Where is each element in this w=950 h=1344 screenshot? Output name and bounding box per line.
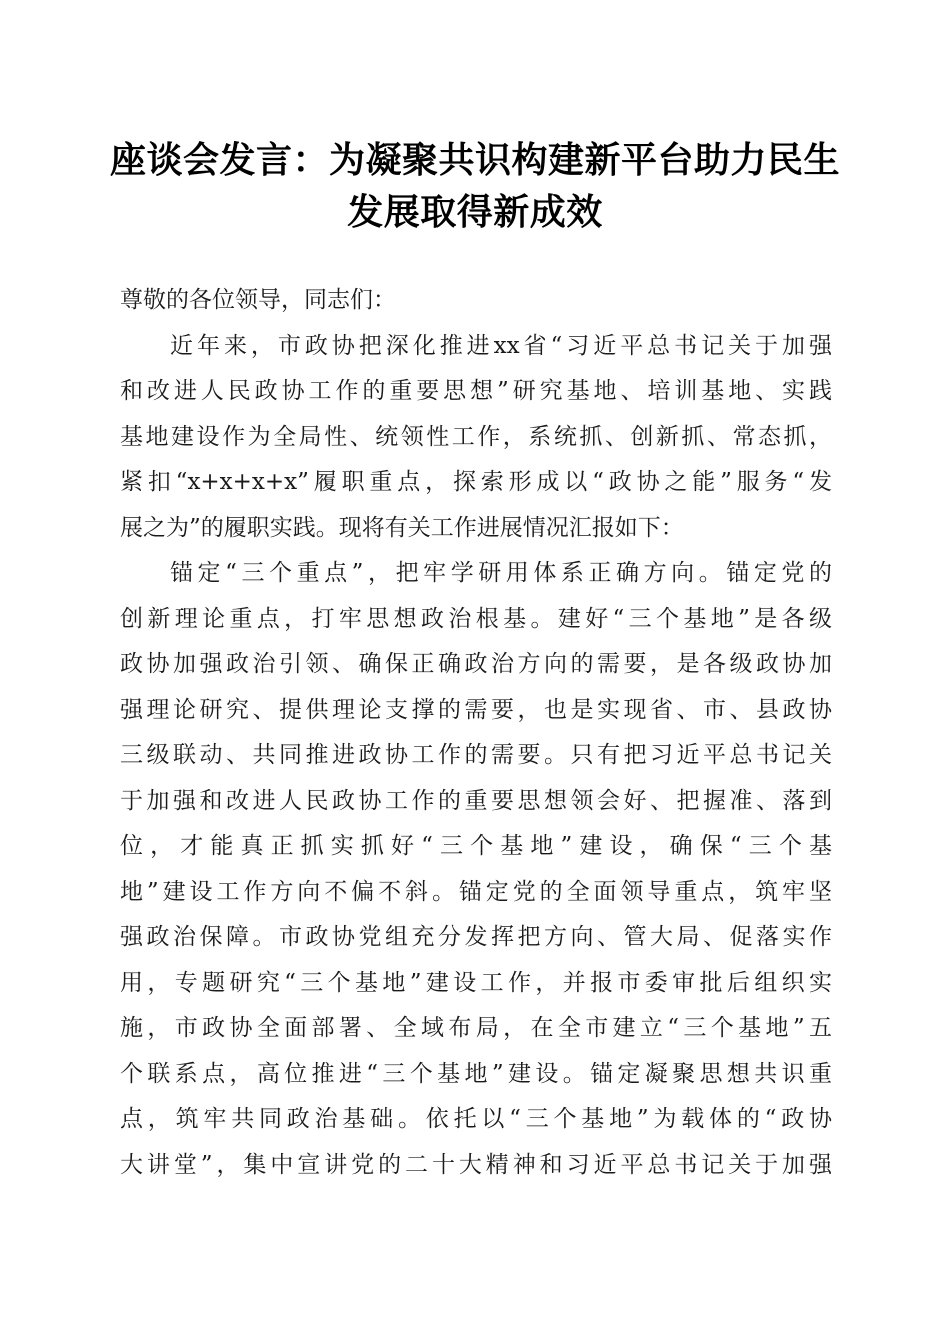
paragraph-line: 和改进人民政协工作的重要思想”研究基地、培训基地、实践 [120, 378, 832, 404]
paragraph-line: 用，专题研究“三个基地”建设工作，并报市委审批后组织实 [120, 969, 832, 996]
paragraph-line: 紧扣“x+x+x+x”履职重点，探索形成以“政协之能”服务“发 [120, 469, 832, 495]
salutation: 尊敬的各位领导，同志们： [120, 287, 396, 313]
paragraph-line: 位，才能真正抓实抓好“三个基地”建设，确保“三个基 [120, 833, 832, 859]
paragraph-line: 锚定“三个重点”，把牢学研用体系正确方向。锚定党的 [170, 560, 832, 586]
document-body [120, 278, 832, 1188]
document-title [100, 134, 850, 238]
paragraph-line: 点，筑牢共同政治基础。依托以“三个基地”为载体的“政协 [120, 1106, 832, 1132]
paragraph-three-focus [120, 551, 832, 1188]
paragraph-line: 施，市政协全面部署、全域布局，在全市建立“三个基地”五 [120, 1015, 832, 1041]
paragraph-line: 近年来，市政协把深化推进xx省“习近平总书记关于加强 [170, 332, 832, 359]
paragraph-line: 展之为”的履职实践。现将有关工作进展情况汇报如下： [120, 514, 684, 541]
title-line-2: 发展取得新成效 [347, 191, 603, 233]
paragraph-line: 地”建设工作方向不偏不斜。锚定党的全面领导重点，筑牢坚 [120, 878, 832, 905]
paragraph-line: 强理论研究、提供理论支撑的需要，也是实现省、市、县政协 [120, 696, 832, 723]
paragraph-line: 于加强和改进人民政协工作的重要思想领会好、把握准、落到 [120, 787, 832, 814]
paragraph-line: 个联系点，高位推进“三个基地”建设。锚定凝聚思想共识重 [120, 1060, 832, 1087]
paragraph-line: 强政治保障。市政协党组充分发挥把方向、管大局、促落实作 [120, 924, 832, 950]
title-line-1: 座谈会发言：为凝聚共识构建新平台助力民生 [109, 139, 840, 181]
paragraph-intro [120, 324, 832, 552]
paragraph-line: 基地建设作为全局性、统领性工作，系统抓、创新抓、常态抓， [120, 423, 832, 450]
paragraph-line: 创新理论重点，打牢思想政治根基。建好“三个基地”是各级 [120, 605, 832, 632]
paragraph-line: 政协加强政治引领、确保正确政治方向的需要，是各级政协加 [120, 651, 832, 677]
paragraph-line: 三级联动、共同推进政协工作的需要。只有把习近平总书记关 [120, 742, 832, 768]
paragraph-line: 大讲堂”，集中宣讲党的二十大精神和习近平总书记关于加强 [120, 1151, 832, 1178]
